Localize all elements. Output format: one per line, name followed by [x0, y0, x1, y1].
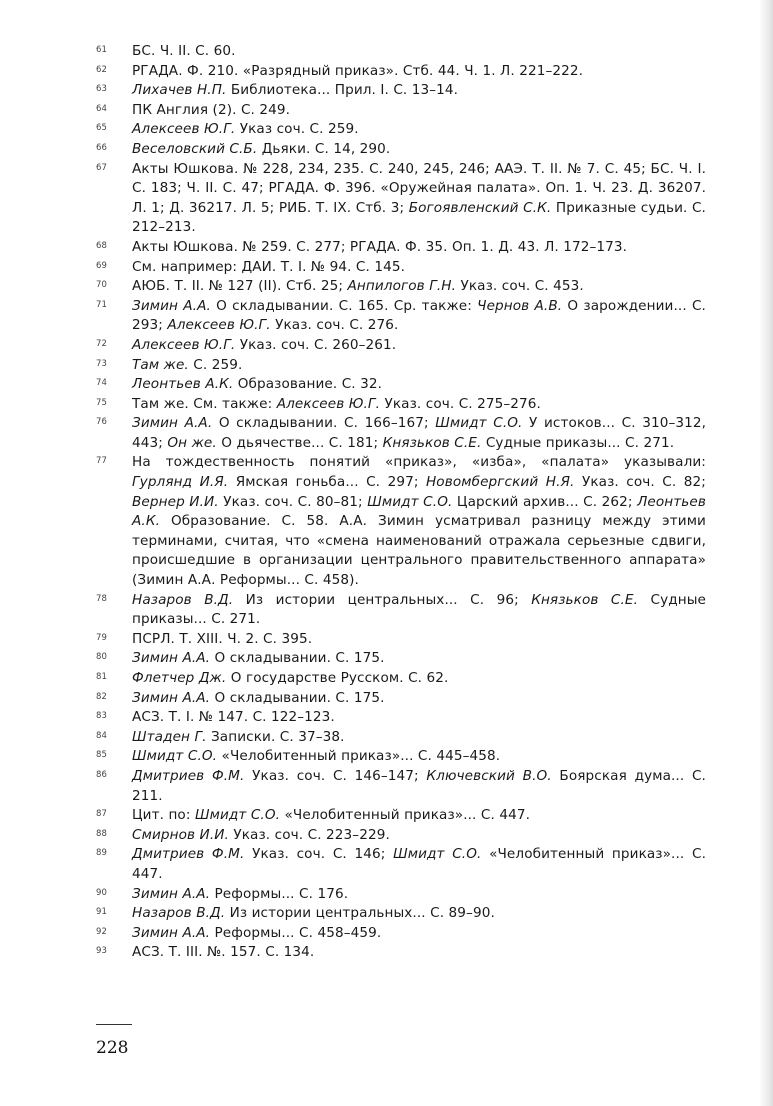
endnote-text [132, 806, 706, 826]
endnote-text [132, 689, 706, 709]
endnote [96, 375, 706, 395]
endnote-text-segment: Цит. по: [132, 807, 195, 824]
endnote-text [132, 238, 706, 258]
endnote [96, 885, 706, 905]
endnote-text-segment: У истоков... С. 310–312, 443; [132, 415, 707, 451]
endnote [96, 120, 706, 140]
endnote [96, 62, 706, 82]
endnote [96, 238, 706, 258]
endnote-text [132, 904, 706, 924]
endnote-text [132, 453, 706, 590]
endnote-text [132, 101, 706, 121]
endnote-text [132, 140, 706, 160]
endnote-number: 76 [96, 417, 108, 428]
endnote-text-segment: На тождественность понятий «приказ», «изба», «палата» указывали: [132, 454, 706, 471]
endnote-author-italic: Алексеев Ю.Г. [276, 395, 381, 412]
endnote-text-segment: Указ. соч. С. 80–81; [218, 493, 368, 510]
endnote-text-segment: Записки. С. 37–38. [206, 728, 345, 745]
endnote-text [132, 297, 706, 336]
endnote-text-segment: О складывании. С. 175. [210, 689, 385, 706]
endnote-author-italic: Алексеев Ю.Г. [132, 336, 236, 353]
endnote-text-segment: О зарождении... С. 293; [132, 297, 706, 334]
endnote [96, 728, 706, 748]
endnote-number: 75 [96, 397, 108, 408]
page-number: 228 [96, 1038, 129, 1058]
endnote-author-italic: Назаров В.Д. [132, 591, 234, 608]
endnote-text-segment: АЮБ. Т. II. № 127 (II). Стб. 25; [132, 278, 348, 295]
endnote-text [132, 669, 706, 689]
endnote-text [132, 81, 706, 101]
endnote [96, 649, 706, 669]
endnote-text-segment: О складывании. С. 175. [210, 650, 385, 667]
endnote-author-italic: Дмитриев Ф.М. [132, 767, 245, 784]
endnote-text [132, 708, 706, 728]
endnote-author-italic: Зимин А.А. [132, 415, 213, 432]
endnote-text-segment: О складывании. С. 165. Ср. также: [210, 297, 478, 314]
endnote-text-segment: «Челобитенный приказ»... С. 447. [132, 846, 706, 882]
endnote-text [132, 591, 706, 630]
endnote-text-segment: Судные приказы... С. 271. [481, 434, 675, 451]
endnotes-list [96, 42, 706, 963]
endnote-number: 70 [96, 280, 108, 291]
endnote-text-segment: «Челобитенный приказ»... С. 447. [280, 807, 530, 824]
endnote-number: 63 [96, 84, 108, 95]
endnote-author-italic: Шмидт С.О. [132, 748, 218, 765]
endnote-number: 88 [96, 828, 108, 839]
endnote [96, 826, 706, 846]
endnote [96, 297, 706, 336]
endnote-text-segment: Указ. соч. С. 276. [270, 317, 399, 334]
endnote [96, 81, 706, 101]
endnote [96, 395, 706, 415]
endnote-text-segment: Боярская дума... С. 211. [132, 767, 706, 804]
page-edge-shadow [759, 0, 773, 1106]
endnote-author-italic: Там же. [132, 356, 189, 373]
endnote-text-segment: О складывании. С. 166–167; [212, 415, 436, 432]
endnote-text [132, 845, 706, 884]
endnote-text-segment: Реформы... С. 176. [210, 885, 349, 902]
endnote-author-italic: Зимин А.А. [132, 689, 211, 706]
endnote [96, 453, 706, 590]
endnote-text-segment: БС. Ч. II. С. 60. [132, 43, 236, 59]
endnote-author-italic: Леонтьев А.К. [132, 376, 234, 393]
endnote-author-italic: Алексеев Ю.Г. [167, 317, 271, 334]
endnote-author-italic: Чернов А.В. [477, 297, 563, 314]
endnote-number: 79 [96, 632, 108, 643]
endnote-author-italic: Шмидт С.О. [393, 846, 482, 863]
endnote-text [132, 767, 706, 806]
endnote-author-italic: Анпилогов Г.Н. [347, 278, 457, 295]
endnote-text [132, 826, 706, 846]
endnote [96, 414, 706, 453]
endnote-text [132, 42, 706, 62]
endnote-text [132, 336, 706, 356]
endnote-number: 74 [96, 378, 108, 389]
endnote [96, 258, 706, 278]
endnote-text-segment: Судные приказы... С. 271. [132, 591, 706, 628]
endnote-number: 67 [96, 162, 108, 173]
endnote-author-italic: Ключевский В.О. [426, 767, 552, 784]
endnote-text-segment: Указ. соч. С. 275–276. [380, 395, 541, 412]
endnote-number: 61 [96, 45, 108, 55]
endnote-author-italic: Богоявленский С.К. [408, 199, 552, 216]
endnote-text-segment: Указ. соч. С. 146–147; [244, 767, 427, 784]
endnote-text-segment: Указ. соч. С. 223–229. [228, 826, 390, 843]
endnote-number: 72 [96, 338, 108, 349]
endnote-number: 78 [96, 593, 108, 604]
endnote-text-segment: ПК Англия (2). С. 249. [132, 101, 291, 118]
endnote [96, 689, 706, 709]
endnote-number: 62 [96, 64, 108, 75]
endnote [96, 336, 706, 356]
endnote-text [132, 747, 706, 767]
endnote-author-italic: Вернер И.И. [132, 493, 219, 510]
endnote-number: 93 [96, 946, 108, 957]
endnote-text [132, 728, 706, 748]
endnote-number: 64 [96, 103, 108, 114]
endnote-author-italic: Зимин А.А. [132, 650, 211, 667]
endnote-text [132, 395, 706, 415]
endnote-number: 68 [96, 240, 108, 251]
endnote [96, 669, 706, 689]
endnote-text-segment: Указ. соч. С. 146; [244, 846, 394, 863]
endnote-author-italic: Он же. [167, 434, 217, 451]
endnote-text-segment: Указ. соч. С. 453. [456, 278, 584, 295]
endnote-author-italic: Князьков С.Е. [531, 591, 639, 608]
endnote-text-segment: Библиотека... Прил. I. С. 13–14. [226, 82, 459, 99]
endnote-author-italic: Новомбергский Н.Я. [425, 474, 575, 491]
endnote [96, 904, 706, 924]
endnote-text [132, 649, 706, 669]
endnote-number: 86 [96, 769, 108, 780]
endnote-author-italic: Смирнов И.И. [132, 826, 229, 843]
endnote [96, 591, 706, 630]
endnote-number: 81 [96, 672, 108, 682]
endnote-text-segment: Образование. С. 32. [233, 376, 383, 393]
endnote-text-segment: См. например: ДАИ. Т. I. № 94. С. 145. [132, 258, 406, 275]
endnote-text-segment: Из истории центральных... С. 96; [233, 591, 532, 608]
endnote-text [132, 120, 706, 140]
endnote [96, 943, 706, 963]
endnote-text-segment: Указ соч. С. 259. [235, 121, 359, 138]
endnote-author-italic: Леонтьев А.К. [132, 493, 706, 530]
endnote-number: 65 [96, 123, 108, 134]
endnote-author-italic: Зимин А.А. [132, 924, 211, 941]
endnote-text [132, 630, 706, 650]
endnote [96, 356, 706, 376]
endnote-text [132, 375, 706, 395]
endnote-text [132, 62, 706, 82]
endnote-number: 80 [96, 652, 108, 663]
endnote-author-italic: Гурлянд И.Я. [132, 474, 229, 491]
endnote [96, 630, 706, 650]
endnote-text-segment: АСЗ. Т. I. № 147. С. 122–123. [132, 709, 335, 726]
endnote-text-segment: С. 259. [188, 356, 243, 373]
endnote-text-segment: Ямская гоньба... С. 297; [228, 474, 426, 491]
endnote-author-italic: Флетчер Дж. [132, 670, 227, 686]
endnote-text-segment: Указ. соч. С. 82; [574, 474, 706, 491]
endnote-number: 87 [96, 809, 108, 820]
endnote-author-italic: Князьков С.Е. [382, 434, 482, 451]
endnote [96, 806, 706, 826]
endnote-number: 89 [96, 848, 108, 859]
endnote-number: 90 [96, 887, 108, 898]
endnote-text [132, 277, 706, 297]
endnote-author-italic: Зимин А.А. [132, 297, 211, 314]
endnote [96, 42, 706, 62]
endnote-author-italic: Штаден Г. [132, 728, 207, 745]
endnote-number: 83 [96, 711, 108, 722]
endnote-author-italic: Шмидт С.О. [367, 493, 453, 510]
endnote [96, 708, 706, 728]
endnote-text-segment: О дьячестве... С. 181; [216, 434, 383, 451]
endnote [96, 277, 706, 297]
endnote-number: 66 [96, 142, 108, 153]
endnote-number: 92 [96, 926, 108, 937]
endnote-number: 69 [96, 260, 108, 271]
endnote-text [132, 924, 706, 944]
endnote-text-segment: «Челобитенный приказ»... С. 445–458. [217, 748, 501, 765]
endnote-text-segment: Акты Юшкова. № 228, 234, 235. С. 240, 245, 246; ААЭ. Т. II. № 7. С. 45; БС. Ч. I. С. 183; Ч. II. С. 47; РГАДА. Ф. 396. «Оружейная палата». Оп. 1. Ч. 23. Д. 36207. Л. 1; Д. 36217. Л. 5; РИБ. Т. IX. Стб. 3; [132, 160, 706, 216]
endnote-text-segment: О государстве Русском. С. 62. [226, 670, 449, 686]
endnote-number: 85 [96, 750, 108, 761]
endnote-author-italic: Веселовский С.Б. [132, 140, 258, 157]
endnote-text [132, 414, 706, 453]
endnote-author-italic: Назаров В.Д. [132, 905, 226, 922]
endnote-number: 84 [96, 730, 108, 741]
endnote-text-segment: Указ. соч. С. 260–261. [235, 336, 397, 353]
endnote-number: 71 [96, 299, 108, 310]
endnote-author-italic: Лихачев Н.П. [132, 82, 227, 99]
endnote-text-segment: Дьяки. С. 14, 290. [257, 140, 391, 157]
endnote-text-segment: РГАДА. Ф. 210. «Разрядный приказ». Стб. 44. Ч. 1. Л. 221–222. [132, 62, 584, 79]
endnote [96, 747, 706, 767]
endnote-text-segment: Царский архив... С. 262; [452, 493, 638, 510]
page-number-rule [96, 1024, 132, 1025]
endnote [96, 924, 706, 944]
endnote [96, 767, 706, 806]
endnote-author-italic: Шмидт С.О. [435, 415, 523, 432]
endnote-text-segment: Там же. См. также: [132, 395, 277, 412]
endnote-text-segment: Из истории центральных... С. 89–90. [225, 905, 495, 922]
endnote-number: 82 [96, 691, 108, 702]
endnote-text [132, 160, 706, 238]
endnote-text-segment: ПСРЛ. Т. XIII. Ч. 2. С. 395. [132, 630, 313, 647]
endnote-number: 91 [96, 907, 108, 918]
endnote-text-segment: Образование. С. 58. А.А. Зимин усматривал разницу между этими терминами, считая, что «смена наименований отражала серьезные сдвиги, происшедшие в организации центрального правительственного аппарата» (Зимин А.А. Реформы... С. 458). [132, 513, 706, 589]
endnote [96, 845, 706, 884]
endnote-text-segment: Приказные судьи. С. 212–213. [132, 199, 706, 236]
endnote [96, 101, 706, 121]
endnote-author-italic: Шмидт С.О. [194, 807, 281, 824]
endnote-text-segment: Реформы... С. 458–459. [210, 924, 382, 941]
endnote-text [132, 885, 706, 905]
endnote-text [132, 258, 706, 278]
endnote [96, 160, 706, 238]
endnote-author-italic: Дмитриев Ф.М. [132, 846, 245, 863]
endnote [96, 140, 706, 160]
endnote-author-italic: Алексеев Ю.Г. [132, 121, 236, 138]
endnote-text-segment: АСЗ. Т. III. №. 157. С. 134. [132, 944, 315, 961]
endnote-author-italic: Зимин А.А. [132, 885, 211, 902]
endnote-text [132, 356, 706, 376]
endnote-number: 73 [96, 358, 108, 369]
endnote-text [132, 943, 706, 963]
endnote-text-segment: Акты Юшкова. № 259. С. 277; РГАДА. Ф. 35. Оп. 1. Д. 43. Л. 172–173. [132, 238, 628, 255]
endnote-number: 77 [96, 456, 108, 467]
